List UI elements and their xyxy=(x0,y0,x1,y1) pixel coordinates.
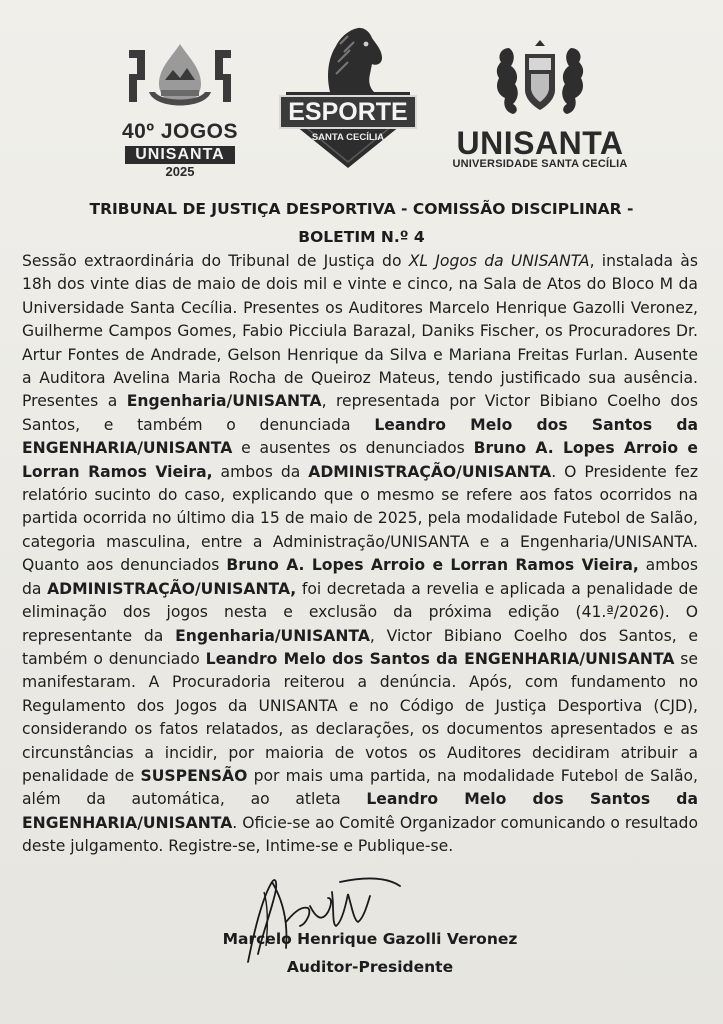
text-run: , representada por Victor Bibiano Coelho dos Santos, e também o denunciada xyxy=(22,392,698,434)
text-run: Sessão extraordinária do Tribunal de Justiça do xyxy=(22,252,409,270)
text-run: , instalada às 18h dos vinte dias de maio de dois mil e vinte e cinco, na Sala de Atos do Bloco M da Universidade Santa Cecília. Presentes os Auditores Marcelo Henrique Gazolli Veronez, Guilherme Campos Gomes, Fabio Picciula Barazal, Daniks Fischer, os Procuradores Dr. Artur Fontes de Andrade, Gelson Henrique da Silva e Mariana Freitas Furlan. Ausente a Auditora Avelina Maria Rocha de Queiroz Mateus, tendo justificado sua ausência. Presentes a xyxy=(22,252,698,411)
penalty-type: SUSPENSÃO xyxy=(140,766,248,785)
text-run: e ausentes os denunciados xyxy=(232,439,474,458)
text-run: ambos da xyxy=(212,462,309,481)
document-heading: TRIBUNAL DE JUSTIÇA DESPORTIVA - COMISSÃO DISCIPLINAR - xyxy=(89,200,634,218)
jogos-band-label: UNISANTA xyxy=(125,146,234,164)
text-run: , Victor Bibiano Coelho dos Santos, e também o denunciado xyxy=(22,626,699,668)
text-run: ambos da xyxy=(22,556,698,598)
jogos-year-label: 2025 xyxy=(165,164,195,179)
text-run: . Oficie-se ao Comitê Organizador comunicando o resultado deste julgamento. Registre-se, Intime-se e Publique-se. xyxy=(22,813,698,856)
text-run: se manifestaram. A Procuradoria reiterou a denúncia. Após, com fundamento no Regulamento dos Jogos da UNISANTA e no Código de Justiça Desportiva (CJD), considerando os fatos relatados, as declarações, os documentos apresentados e as circunstâncias a incidir, por maioria de votos os Auditores decidiram atribuir a penalidade de xyxy=(22,649,698,785)
text-run: . O Presidente fez relatório sucinto do caso, explicando que o mesmo se refere aos fatos ocorridos na partida ocorrida no último dia 15 de maio de 2025, pela modalidade Futebol de Salão, categoria masculina, entre a Administração/UNISANTA e a Engenharia/UNISANTA. Quanto aos denunciados xyxy=(22,462,699,575)
event-name: XL Jogos da UNISANTA xyxy=(408,252,590,270)
team-name: ADMINISTRAÇÃO/UNISANTA xyxy=(308,462,552,481)
unisanta-logo xyxy=(450,40,630,170)
team-name: Engenharia/UNISANTA xyxy=(126,392,322,411)
team-name: Engenharia/UNISANTA xyxy=(175,626,370,645)
signer-name: Marcelo Henrique Gazolli Veronez xyxy=(222,930,518,948)
jogos-flame-emblem-icon xyxy=(115,40,245,118)
jogos-unisanta-logo xyxy=(100,40,260,179)
defendant-name: Leandro Melo dos Santos da ENGENHARIA/UNISANTA xyxy=(22,790,698,832)
unisanta-wordmark: UNISANTA xyxy=(456,125,624,161)
seahorses-crest-icon xyxy=(485,40,595,120)
signer-role: Auditor-Presidente xyxy=(286,958,454,976)
handwritten-signature xyxy=(228,862,408,972)
session-minutes-paragraph xyxy=(22,250,698,859)
esporte-sub-label: SANTA CECÍLIA xyxy=(311,132,385,143)
defendant-names: Bruno A. Lopes Arroio e Lorran Ramos Vieira, xyxy=(22,439,698,481)
bulletin-number: BOLETIM N.º 4 xyxy=(298,228,425,246)
horse-shield-icon xyxy=(278,22,418,172)
unisanta-subtitle: UNIVERSIDADE SANTA CECÍLIA xyxy=(452,158,628,170)
defendant-name: Leandro Melo dos Santos da ENGENHARIA/UNISANTA xyxy=(205,649,675,668)
text-run: foi decretada a revelia e aplicada a penalidade de eliminação dos jogos nesta e exclusão da próxima edição (41.ª/2026). O representante da xyxy=(22,579,698,645)
defendant-names: Bruno A. Lopes Arroio e Lorran Ramos Vieira, xyxy=(226,556,639,575)
defendant-name: Leandro Melo dos Santos da ENGENHARIA/UNISANTA xyxy=(22,415,699,458)
esporte-santa-cecilia-logo xyxy=(278,22,418,176)
text-run: por mais uma partida, na modalidade Futebol de Salão, além da automática, ao atleta xyxy=(22,766,699,809)
jogos-edition-label: 40º JOGOS xyxy=(121,120,239,143)
team-name: ADMINISTRAÇÃO/UNISANTA, xyxy=(47,579,297,598)
esporte-word: ESPORTE xyxy=(288,98,408,126)
